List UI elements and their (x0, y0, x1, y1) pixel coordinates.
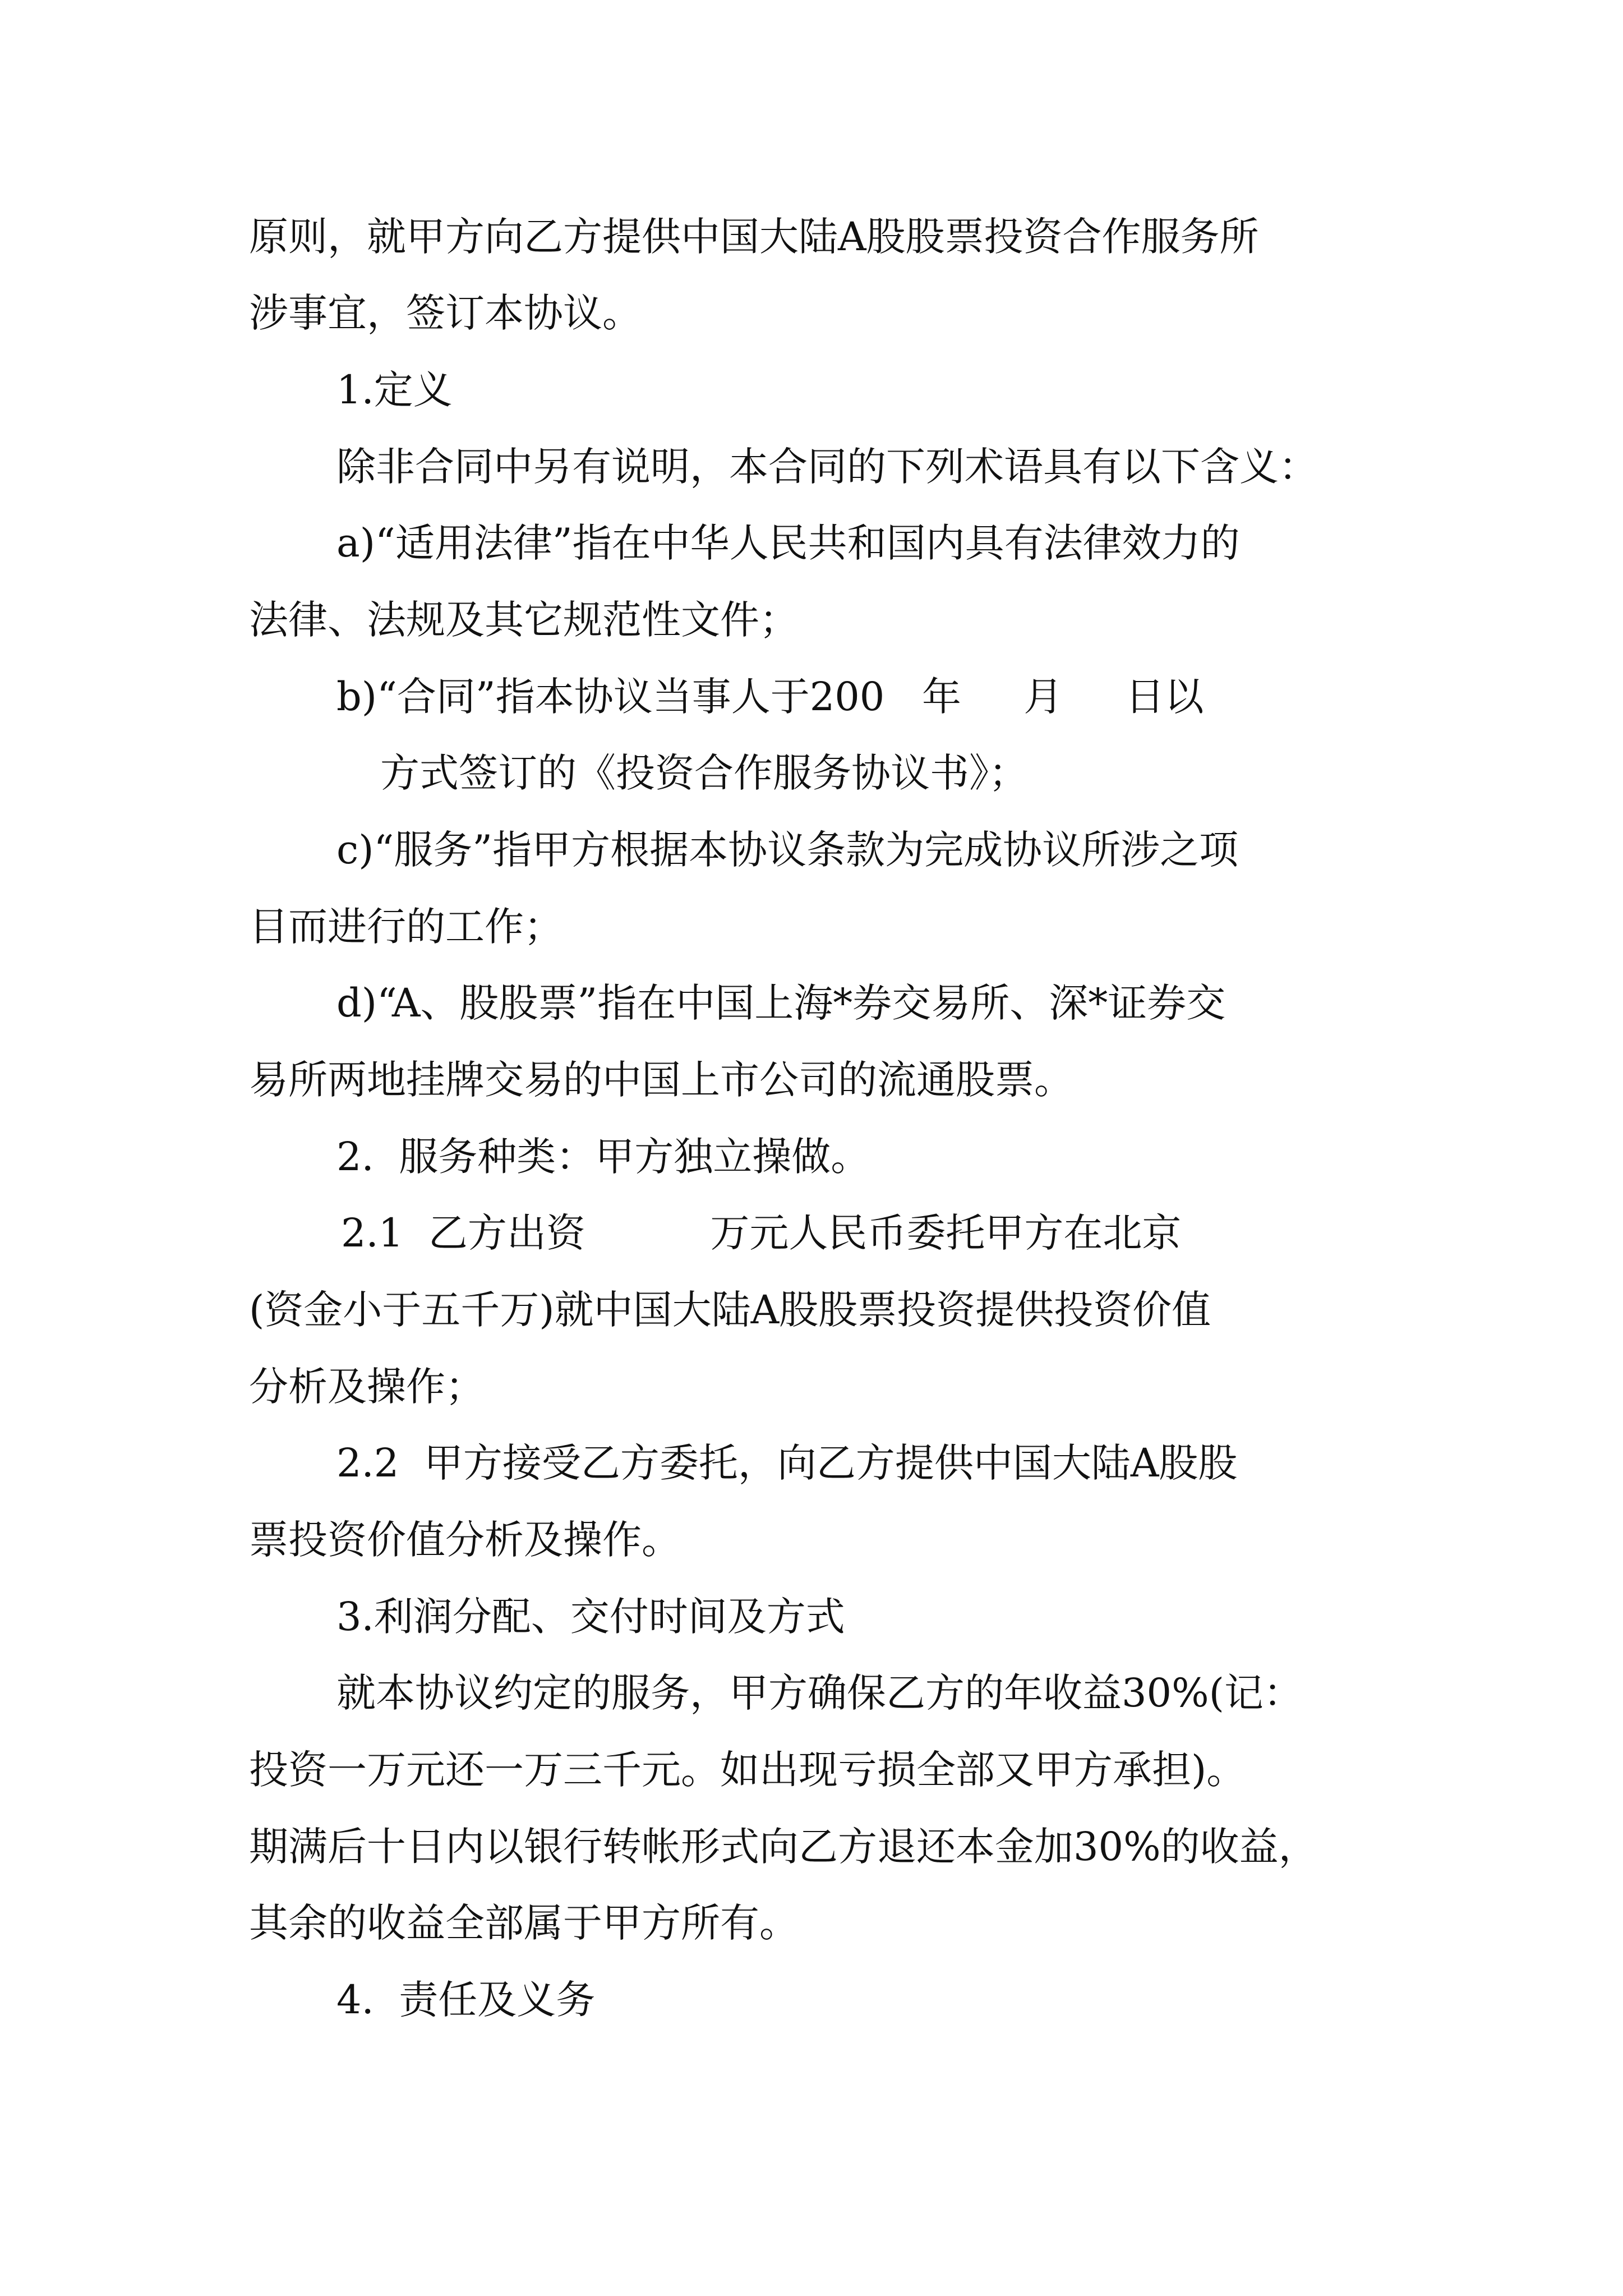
text-line: 分析及操作； (249, 1364, 485, 1410)
text-line: 方式签订的《投资合作服务协议书》； (380, 750, 1028, 796)
text-line: 期满后十日内以银行转帐形式向乙方退还本金加30%的收益， (249, 1824, 1318, 1870)
text-line: 法律、法规及其它规范性文件； (249, 597, 799, 643)
text-line: 就本协议约定的服务，甲方确保乙方的年收益30%(记： (336, 1670, 1303, 1716)
text-line: 目而进行的工作； (249, 904, 563, 950)
text-line: 涉事宜，签订本协议。 (249, 290, 642, 336)
text-line: 易所两地挂牌交易的中国上市公司的流通股票。 (249, 1057, 1073, 1103)
text-line: 投资一万元还一万三千元。如出现亏损全部又甲方承担)。 (249, 1747, 1246, 1793)
section-heading: 2. 服务种类：甲方独立操做。 (336, 1134, 870, 1180)
text-line: 原则，就甲方向乙方提供中国大陆A股股票投资合作服务所 (249, 214, 1259, 260)
text-line: 除非合同中另有说明，本合同的下列术语具有以下含义： (336, 444, 1318, 490)
text-line: d)“A、股股票”指在中国上海*券交易所、深*证券交 (336, 980, 1226, 1026)
section-heading: 3.利润分配、交付时间及方式 (336, 1594, 845, 1640)
text-line: 票投资价值分析及操作。 (249, 1517, 681, 1563)
text-line: 其余的收益全部属于甲方所有。 (249, 1900, 799, 1946)
section-heading: 4. 责任及义务 (336, 1977, 596, 2023)
section-heading: 1.定义 (336, 367, 453, 413)
text-line: b)“合同”指本协议当事人于200 年 月 日以 (336, 674, 1204, 720)
text-line: c)“服务”指甲方根据本协议条款为完成协议所涉之项 (336, 827, 1239, 873)
text-line: 2.2 甲方接受乙方委托，向乙方提供中国大陆A股股 (336, 1440, 1238, 1486)
text-line: 2.1 乙方出资 万元人民币委托甲方在北京 (341, 1210, 1182, 1256)
text-line: (资金小于五千万)就中国大陆A股股票投资提供投资价值 (249, 1287, 1211, 1333)
text-line: a)“适用法律”指在中华人民共和国内具有法律效力的 (336, 520, 1240, 566)
